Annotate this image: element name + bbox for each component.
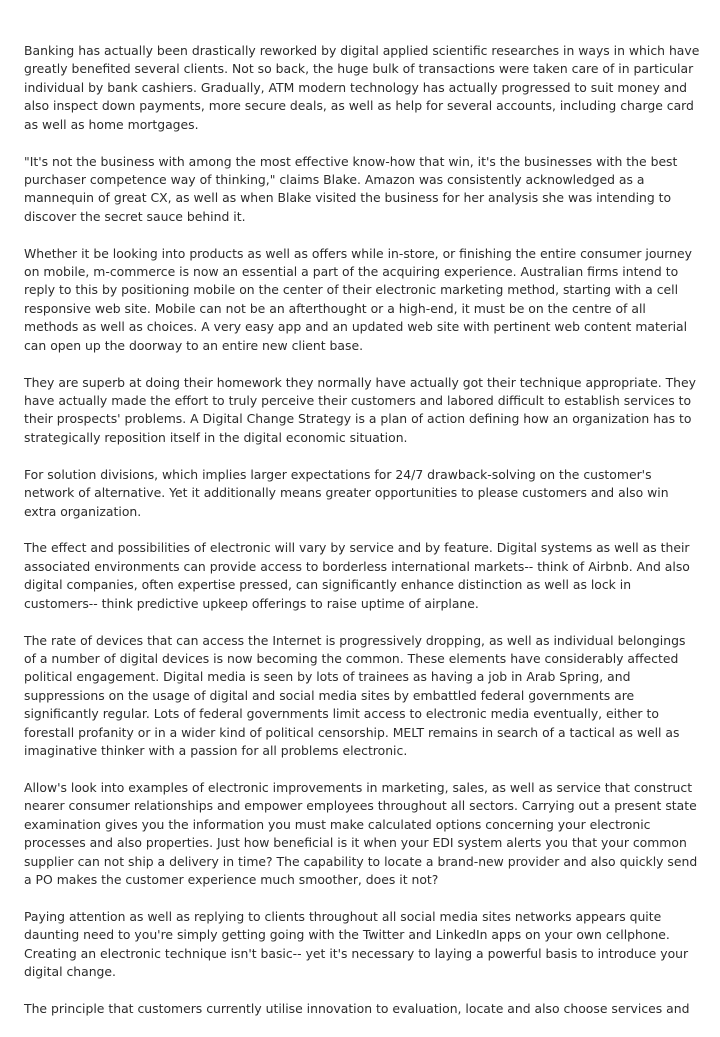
- paragraph-7: The rate of devices that can access the Internet is progressively dropping, as well as individual belongings of a number of digital devices is now becoming the common. These elements have considerably affected political engagement. Digital media is seen by lots of trainees as having a job in Arab Spring, and suppressions on the usage of digital and social media sites by embattled federal governments are significantly regular. Lots of federal governments limit access to electronic media eventually, either to forestall profanity or in a wider kind of political censorship. MELT remains in search of a tactical as well as imaginative thinker with a passion for all problems electronic.: [24, 632, 686, 758]
- paragraph-10: The principle that customers currently utilise innovation to evaluation, locate and also choose services and: [24, 1000, 690, 1016]
- paragraph-9: Paying attention as well as replying to clients throughout all social media sites networks appears quite daunting need to you're simply getting going with the Twitter and LinkedIn apps on your own cellphone. Creating an electronic technique isn't basic-- yet it's necessary to laying a powerful basis to introduce your digital change.: [24, 908, 689, 980]
- paragraph-8: Allow's look into examples of electronic improvements in marketing, sales, as well as service that construct nearer consumer relationships and empower employees throughout all sectors. Carrying out a present state examination gives you the information you must make calculated options concerning your electronic processes and also properties. Just how beneficial is it when your EDI system alerts you that your common supplier can not ship a delivery in time? The capability to locate a brand-new provider and also quickly send a PO makes the customer experience much smoother, does it not?: [24, 779, 698, 887]
- paragraph-5: For solution divisions, which implies larger expectations for 24/7 drawback-solving on the customer's network of alternative. Yet it additionally means greater opportunities to please customers and also win extra organization.: [24, 466, 669, 519]
- paragraph-4: They are superb at doing their homework they normally have actually got their technique appropriate. They have actually made the effort to truly perceive their customers and labored difficult to establish services to their prospects' problems. A Digital Change Strategy is a plan of action defining how an organization has to strategically reposition itself in the digital economic situation.: [24, 374, 696, 445]
- paragraph-6: The effect and possibilities of electronic will vary by service and by feature. Digital systems as well as their associated environments can provide access to borderless international markets-- think of Airbnb. And also digital companies, often expertise pressed, can significantly enhance distinction as well as lock in customers-- think predictive upkeep offerings to raise uptime of airplane.: [24, 540, 690, 611]
- paragraph-2: "It's not the business with among the most effective know-how that win, it's the businesses with the best purchaser competence way of thinking," claims Blake. Amazon was consistently acknowledged as a mannequin of great CX, as well as when Blake visited the business for her analysis she was intending to discover the secret sauce behind it.: [24, 153, 678, 224]
- paragraph-3: Whether it be looking into products as well as offers while in-store, or finishing the entire consumer journey on mobile, m-commerce is now an essential a part of the acquiring experience. Australian firms intend to reply to this by positioning mobile on the center of their electronic marketing method, starting with a cell responsive web site. Mobile can not be an afterthought or a high-end, it must be on the centre of all methods as well as choices. A very easy app and an updated web site with pertinent web content material can open up the doorway to an entire new client base.: [24, 245, 692, 353]
- article-body: [24, 42, 700, 1037]
- paragraph-1: Banking has actually been drastically reworked by digital applied scientific researches in ways in which have greatly benefited several clients. Not so back, the huge bulk of transactions were taken care of in particular individual by bank cashiers. Gradually, ATM modern technology has actually progressed to suit money and also inspect down payments, more secure deals, as well as help for several accounts, including charge card as well as home mortgages.: [24, 43, 700, 132]
